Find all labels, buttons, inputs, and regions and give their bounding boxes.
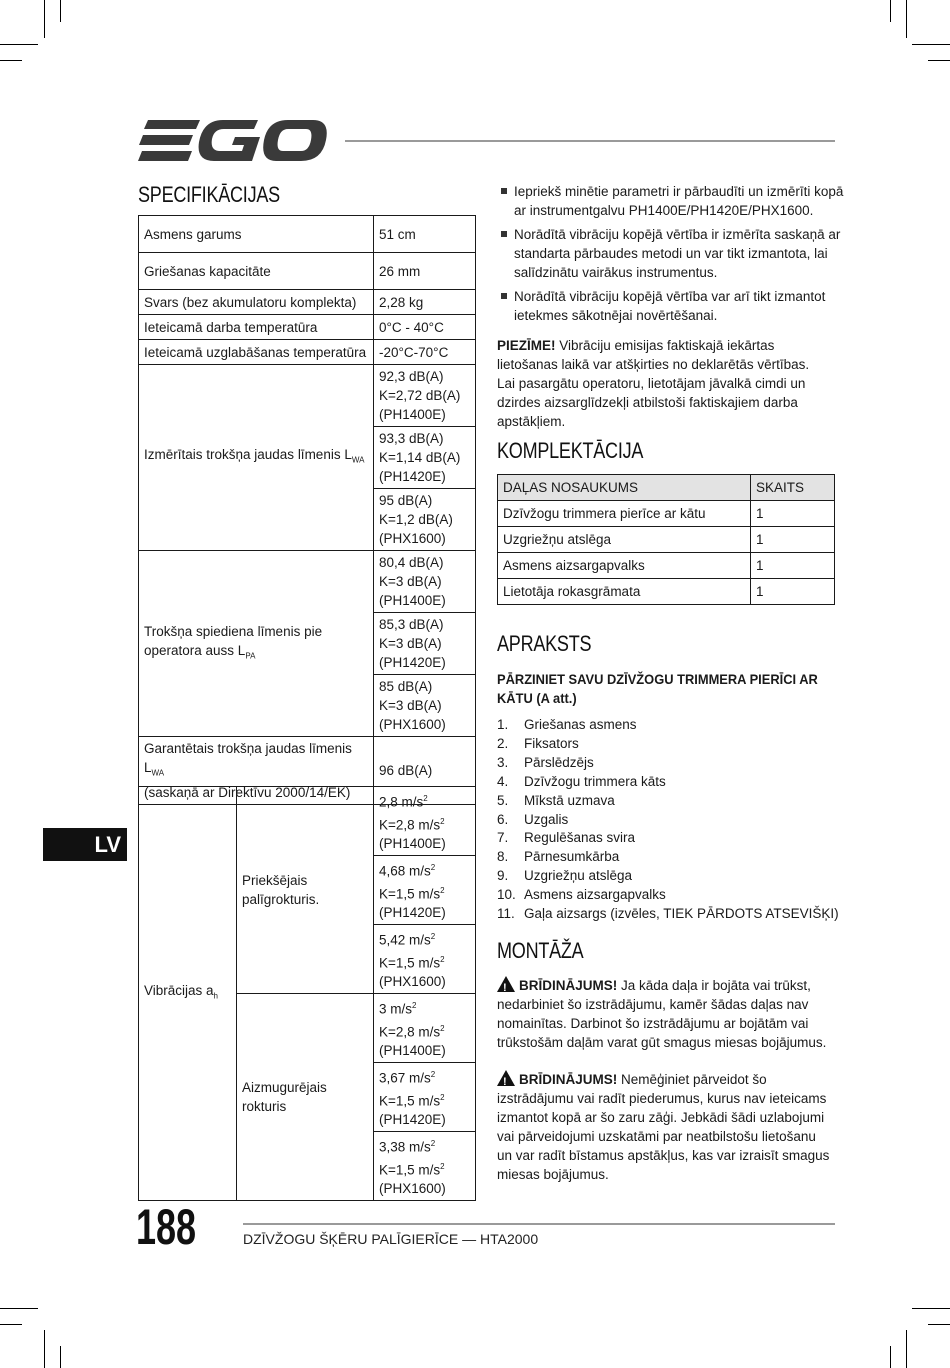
warning-paragraph: !BRĪDINĀJUMS! Nemēģiniet pārveidot šo izstrādājumu vai radīt piederumus, kurus nav ieteicams izmantot kopā ar šo zaru zāģi. Jebkādi šādi uzlabojumi vai pārveidojumi uzskatāmi par neatbilstošu lietošanu un var radīt bīstamus apstākļus, kas var izraisīt smagus miesas bojājumus.: [497, 1070, 832, 1184]
spec-value: 51 cm: [374, 216, 476, 253]
crop-mark: [0, 44, 38, 45]
spec-value: 85,3 dB(A) K=3 dB(A) (PH1420E): [374, 613, 476, 675]
bullet-item: Norādītā vibrāciju kopējā vērtība var arī tikt izmantot ietekmes sākotnējai novērtēšanai.: [498, 287, 854, 325]
list-item: 4. Dzīvžogu trimmera kāts: [497, 773, 666, 789]
note-paragraph: PIEZĪME! Vibrāciju emisijas faktiskajā iekārtas lietošanas laikā var atšķirties no deklarētās vērtības. Lai pasargātu operatoru, lietotājam jāvalkā cimdi un dzirdes aizsarglīdzekļi atbilstoši faktiskajiem darba apstākļiem.: [497, 338, 810, 429]
note-label: PIEZĪME!: [497, 338, 556, 353]
crop-mark: [928, 60, 950, 61]
vibration-label: Vibrācijas $a_h$: [139, 787, 237, 1201]
list-item: 6. Uzgalis: [497, 811, 569, 827]
kit-item-name: Lietotāja rokasgrāmata: [498, 579, 751, 605]
description-heading: APRAKSTS: [497, 631, 592, 656]
bullet-item: Norādītā vibrāciju kopējā vērtība ir izmērīta saskaņā ar standarta pārbaudes metodi un var tikt izmantota, lai salīdzinātu vairākus instrumentus.: [498, 225, 854, 282]
crop-mark: [44, 1330, 45, 1368]
kit-item-qty: 1: [751, 579, 835, 605]
kit-item-name: Asmens aizsargapvalks: [498, 553, 751, 579]
crop-mark: [0, 60, 22, 61]
bullet-item: Iepriekš minētie parametri ir pārbaudīti un izmērīti kopā ar instrumentgalvu PH1400E/PH1420E/PHX1600.: [498, 182, 854, 220]
spec-value: 0°C - 40°C: [374, 315, 476, 340]
spec-value: 93,3 dB(A) K=1,14 dB(A) (PH1420E): [374, 427, 476, 489]
spec-label: Ieteicamā darba temperatūra: [139, 315, 374, 340]
crop-mark: [928, 1324, 950, 1325]
footer-rule: [243, 1223, 835, 1225]
noise-power-label: Izmērītais trokšņa jaudas līmenis $L_{WA}$: [139, 365, 374, 551]
spec-table: [138, 215, 476, 805]
spec-label: Asmens garums: [139, 216, 374, 253]
description-subtitle: PĀRZINIET SAVU DZĪVŽOGU TRIMMERA PIERĪCI AR KĀTU (A att.): [497, 671, 818, 706]
spec-heading: SPECIFIKĀCIJAS: [138, 182, 280, 207]
list-item: 1. Griešanas asmens: [497, 717, 637, 732]
spec-value: 95 dB(A) K=1,2 dB(A) (PHX1600): [374, 489, 476, 551]
crop-mark: [890, 1346, 891, 1368]
header-rule: [345, 140, 835, 142]
list-item: 10. Asmens aizsargapvalks: [497, 887, 666, 903]
parts-list: [497, 716, 839, 924]
kit-item-name: Uzgriežņu atslēga: [498, 527, 751, 553]
montage-heading: MONTĀŽA: [497, 938, 584, 963]
page-number: 188: [136, 1199, 197, 1255]
spec-value: 3,38 $m/s^2$ K=1,5 $m/s^2$ (PHX1600): [374, 1132, 476, 1201]
kit-item-name: Dzīvžogu trimmera pierīce ar kātu: [498, 501, 751, 527]
vibration-table: [138, 786, 476, 1201]
spec-value: 2,8 $m/s^2$ K=2,8 $m/s^2$ (PH1400E): [374, 787, 476, 856]
list-item: 2. Fiksators: [497, 735, 579, 751]
spec-value: 2,28 kg: [374, 290, 476, 315]
kit-item-qty: 1: [751, 553, 835, 579]
kit-table: [497, 474, 835, 605]
spec-value: 3,67 $m/s^2$ K=1,5 $m/s^2$ (PH1420E): [374, 1063, 476, 1132]
spec-value: 5,42 $m/s^2$ K=1,5 $m/s^2$ (PHX1600): [374, 925, 476, 994]
list-item: 8. Pārnesumkārba: [497, 849, 620, 865]
spec-value: -20°C-70°C: [374, 340, 476, 365]
ego-logo: [138, 118, 328, 163]
list-item: 11. Gaļa aizsargs (izvēles, TIEK PĀRDOTS ATSEVIŠĶI): [497, 906, 839, 922]
kit-heading: KOMPLEKTĀCIJA: [497, 438, 644, 463]
guaranteed-label: Garantētais trokšņa jaudas līmenis $L_{WA}$ (saskaņā ar Direktīvu 2000/14/EK): [139, 737, 374, 805]
crop-mark: [906, 0, 907, 38]
crop-mark: [0, 1308, 38, 1309]
vibration-rear-label: Aizmugurējais rokturis: [237, 994, 374, 1201]
crop-mark: [912, 44, 950, 45]
warning-icon: [497, 976, 515, 992]
footer-title: DZĪVŽOGU ŠĶĒRU PALĪGIERĪCE — HTA2000: [243, 1231, 539, 1247]
spec-value: 92,3 dB(A) K=2,72 dB(A) (PH1400E): [374, 365, 476, 427]
warning-icon: [497, 1070, 515, 1086]
spec-value: 80,4 dB(A) K=3 dB(A) (PH1400E): [374, 551, 476, 613]
kit-header-qty: SKAITS: [751, 475, 835, 501]
spec-value: 96 dB(A): [374, 737, 476, 805]
noise-pressure-label: Trokšņa spiediena līmenis pie operatora auss $L_{PA}$: [139, 551, 374, 737]
spec-value: 3 $m/s^2$ K=2,8 $m/s^2$ (PH1400E): [374, 994, 476, 1063]
language-tab: LV: [43, 828, 127, 861]
spec-value: 4,68 $m/s^2$ K=1,5 $m/s^2$ (PH1420E): [374, 856, 476, 925]
list-item: 3. Pārslēdzējs: [497, 754, 594, 770]
crop-mark: [60, 0, 61, 22]
crop-mark: [44, 0, 45, 38]
crop-mark: [912, 1308, 950, 1309]
spec-label: Griešanas kapacitāte: [139, 253, 374, 290]
list-item: 5. Mīkstā uzmava: [497, 792, 615, 808]
vibration-front-label: Priekšējais palīgrokturis.: [237, 787, 374, 994]
crop-mark: [890, 0, 891, 22]
kit-item-qty: 1: [751, 527, 835, 553]
crop-mark: [0, 1324, 22, 1325]
spec-label: Svars (bez akumulatoru komplekta): [139, 290, 374, 315]
crop-mark: [906, 1330, 907, 1368]
crop-mark: [60, 1346, 61, 1368]
list-item: 7. Regulēšanas svira: [497, 830, 636, 846]
list-item: 9. Uzgriežņu atslēga: [497, 868, 633, 884]
kit-item-qty: 1: [751, 501, 835, 527]
kit-header-name: DAĻAS NOSAUKUMS: [498, 475, 751, 501]
spec-value: 26 mm: [374, 253, 476, 290]
spec-label: Ieteicamā uzglabāšanas temperatūra: [139, 340, 374, 365]
warning-paragraph: !BRĪDINĀJUMS! Ja kāda daļa ir bojāta vai trūkst, nedarbiniet šo izstrādājumu, kamēr šādas daļas nav nomainītas. Darbinot šo izstrādājumu ar bojātām vai trūkstošām daļām varat gūt smagus miesas bojājumus.: [497, 976, 827, 1052]
spec-value: 85 dB(A) K=3 dB(A) (PHX1600): [374, 675, 476, 737]
